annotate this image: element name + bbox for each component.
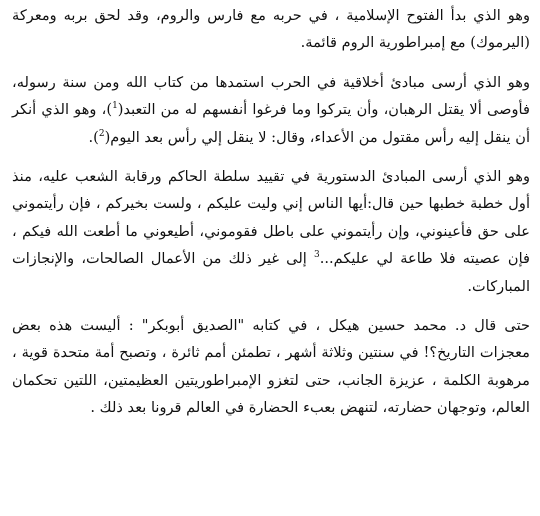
paragraph-conquests xyxy=(12,2,530,57)
paragraph-text: حتى قال د. محمد حسين هيكل ، في كتابه "الصديق أبوبكر" : أليست هذه بعض معجزات التاريخ؟! في سنتين وثلاثة أشهر ، تطمئن أمم ثائرة ، وتصبح أمة متحدة قوية ، مرهوبة الكلمة ، عزيزة الجانب، حتى لتغزو الإمبراطوريتين العظيمتين، اللتين تحكمان العالم، وتوجهان حضارته، لتنهض بعبء الحضارة في العالم قرونا بعد ذلك . xyxy=(12,317,530,417)
paragraph-haykal-quote xyxy=(12,312,530,422)
paragraph-text: وهو الذي بدأ الفتوح الإسلامية ، في حربه مع فارس والروم، وقد لحق بربه ومعركة (اليرموك) مع إمبراطورية الروم قائمة. xyxy=(12,7,530,52)
paragraph-text-part: ). xyxy=(88,128,99,146)
footnote-marker: 3 xyxy=(313,250,320,261)
footnote-marker: 2 xyxy=(98,128,105,139)
paragraph-constitutional-principles xyxy=(12,163,530,300)
paragraph-text-part: وهو الذي أرسى المبادئ الدستورية في تقييد سلطة الحاكم ورقابة الشعب عليه، منذ أول خطبة خطبها حين قال:أيها الناس إني وليت عليكم ، ولست بخيركم ، فإن رأيتموني على حق فأعينوني، وإن رأيتموني على باطل فقوموني، أطيعوني ما أطعت الله فيكم ، فإن عصيته فلا طاعة لي عليكم... xyxy=(12,168,531,268)
footnote-marker: 1 xyxy=(112,101,118,112)
paragraph-text-part: إلى غير ذلك من الأعمال الصالحات، والإنجازات المباركات. xyxy=(12,250,530,295)
paragraph-text-part: وهو الذي أرسى مبادئ أخلاقية في الحرب استمدها من كتاب الله ومن سنة رسوله، فأوصى ألا يقتل الرهبان، وأن يتركوا وما فرغوا أنفسهم له من التعبد( xyxy=(12,73,530,119)
paragraph-text-part: )، وهو الذي أنكر أن ينقل إليه رأس مقتول من الأعداء، وقال: لا ينقل إلي رأس بعد اليوم( xyxy=(12,101,530,146)
paragraph-war-ethics xyxy=(12,69,530,151)
